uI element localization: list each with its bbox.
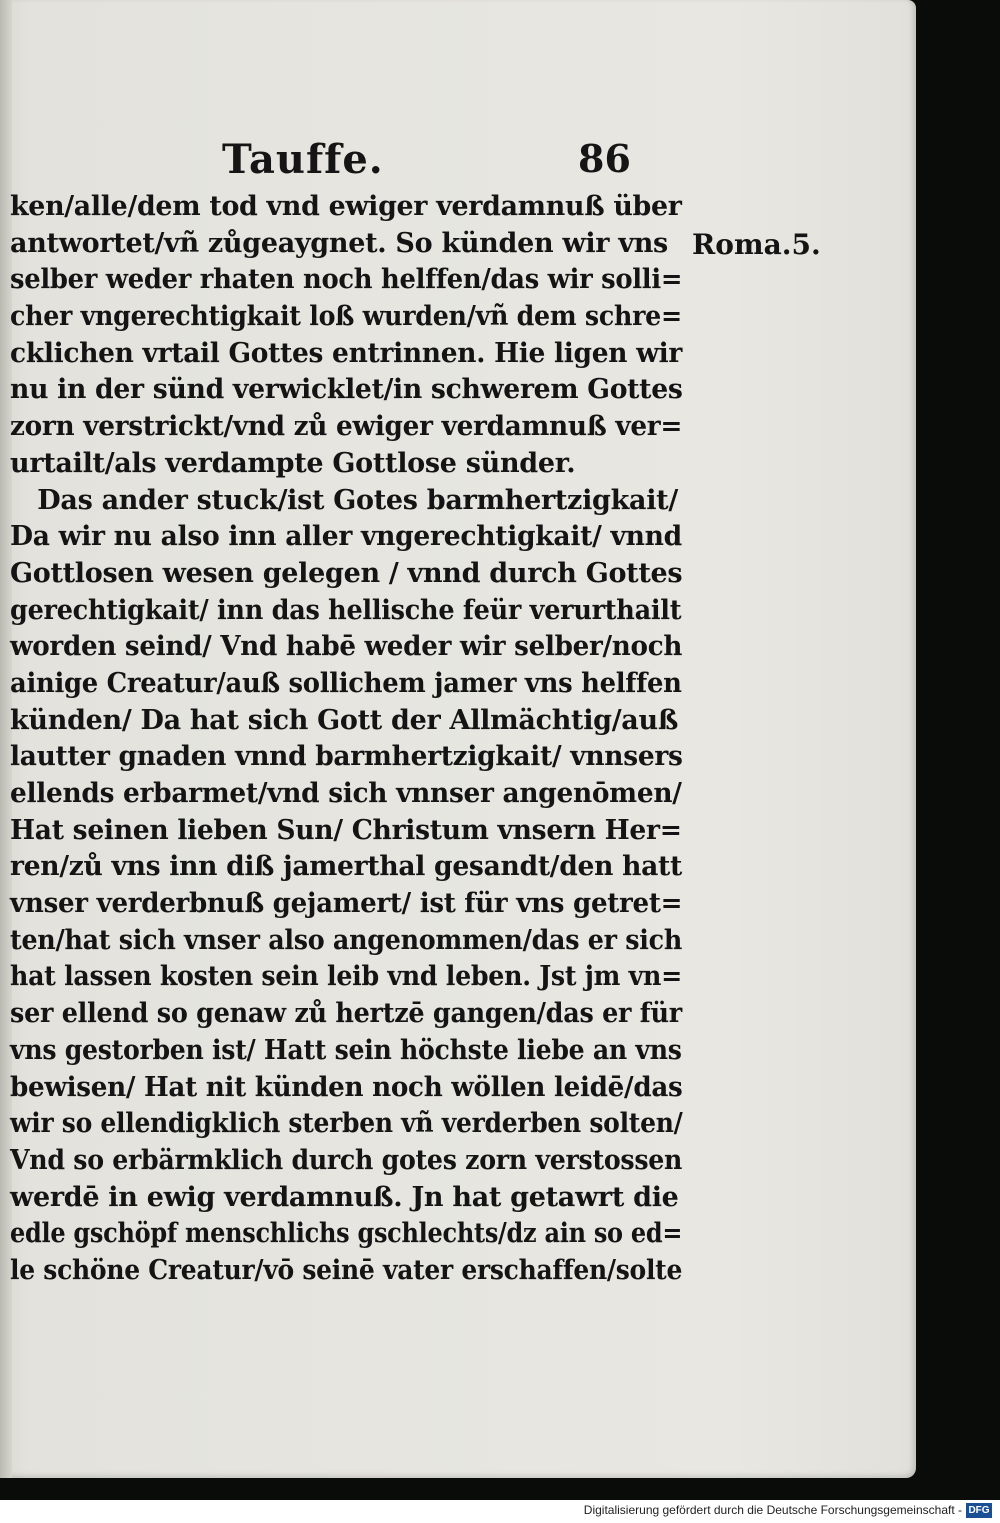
text-line: ren/zů vns inn diß jamerthal gesandt/den hatt (10, 851, 682, 883)
folio-number: 86 (578, 136, 631, 181)
text-line: cher vngerechtigkait loß wurden/vñ dem schre= (10, 301, 682, 333)
text-line: vnser verderbnuß gejamert/ ist für vns getret= (10, 888, 683, 920)
text-line: selber weder rhaten noch helffen/das wir solli= (10, 264, 683, 296)
text-line: Gottlosen wesen gelegen / vnnd durch Gottes (10, 557, 683, 589)
text-line: ainige Creatur/auß sollichem jamer vns helffen (10, 667, 682, 699)
text-line: Da wir nu also inn aller vngerechtigkait/ vnnd (10, 521, 682, 553)
running-title: Tauffe. (222, 136, 384, 183)
text-line: gerechtigkait/ inn das hellische feür verurthailt (10, 594, 682, 626)
text-line: bewisen/ Hat nit künden noch wöllen leidē/das (10, 1071, 683, 1103)
text-line: le schöne Creatur/vō seinē vater erschaffen/solte (10, 1254, 683, 1286)
body-text (10, 189, 682, 1290)
text-line: urtailt/als verdampte Gottlose sünder. (10, 447, 576, 479)
page-header (222, 136, 642, 188)
text-line: hat lassen kosten sein leib vnd leben. Jst jm vn= (10, 961, 683, 993)
text-line: worden seind/ Vnd habē weder wir selber/noch (10, 631, 683, 663)
text-line: zorn verstrickt/vnd zů ewiger verdamnuß ver= (10, 411, 683, 443)
text-line: vns gestorben ist/ Hatt sein höchste liebe an vns (10, 1034, 682, 1066)
marginal-note: Roma.5. (692, 228, 821, 261)
text-line: edle gschöpf menschlichs gschlechts/dz ain so ed= (10, 1218, 683, 1250)
digitization-footer (0, 1500, 1000, 1523)
text-line: ken/alle/dem tod vnd ewiger verdamnuß über (10, 191, 682, 222)
dfg-logo-icon: DFG (966, 1503, 992, 1518)
text-line: ser ellend so genaw zů hertzē gangen/das er für (10, 998, 682, 1030)
text-line: cklichen vrtail Gottes entrinnen. Hie ligen wir (10, 337, 683, 369)
text-line: Das ander stuck/ist Gotes barmhertzigkait/ (10, 484, 678, 516)
text-line: nu in der sünd verwicklet/in schwerem Gottes (10, 374, 683, 406)
text-line: künden/ Da hat sich Gott der Allmächtig/auß (10, 704, 679, 736)
text-line: wir so ellendigklich sterben vñ verderben solten/ (10, 1108, 683, 1140)
funding-credit: Digitalisierung gefördert durch die Deutsche Forschungsgemeinschaft - (583, 1503, 962, 1517)
text-line: lautter gnaden vnnd barmhertzigkait/ vnnsers (10, 741, 683, 773)
text-line: ellends erbarmet/vnd sich vnnser angenōmen/ (10, 778, 682, 809)
text-line: Hat seinen lieben Sun/ Christum vnsern Her= (10, 814, 682, 846)
text-line: werdē in ewig verdamnuß. Jn hat getawrt die (10, 1181, 679, 1213)
text-line: Vnd so erbärmklich durch gotes zorn verstossen (10, 1144, 683, 1176)
text-line: antwortet/vñ zůgeaygnet. So künden wir vns (10, 227, 668, 259)
text-line: ten/hat sich vnser also angenommen/das er sich (10, 924, 682, 956)
